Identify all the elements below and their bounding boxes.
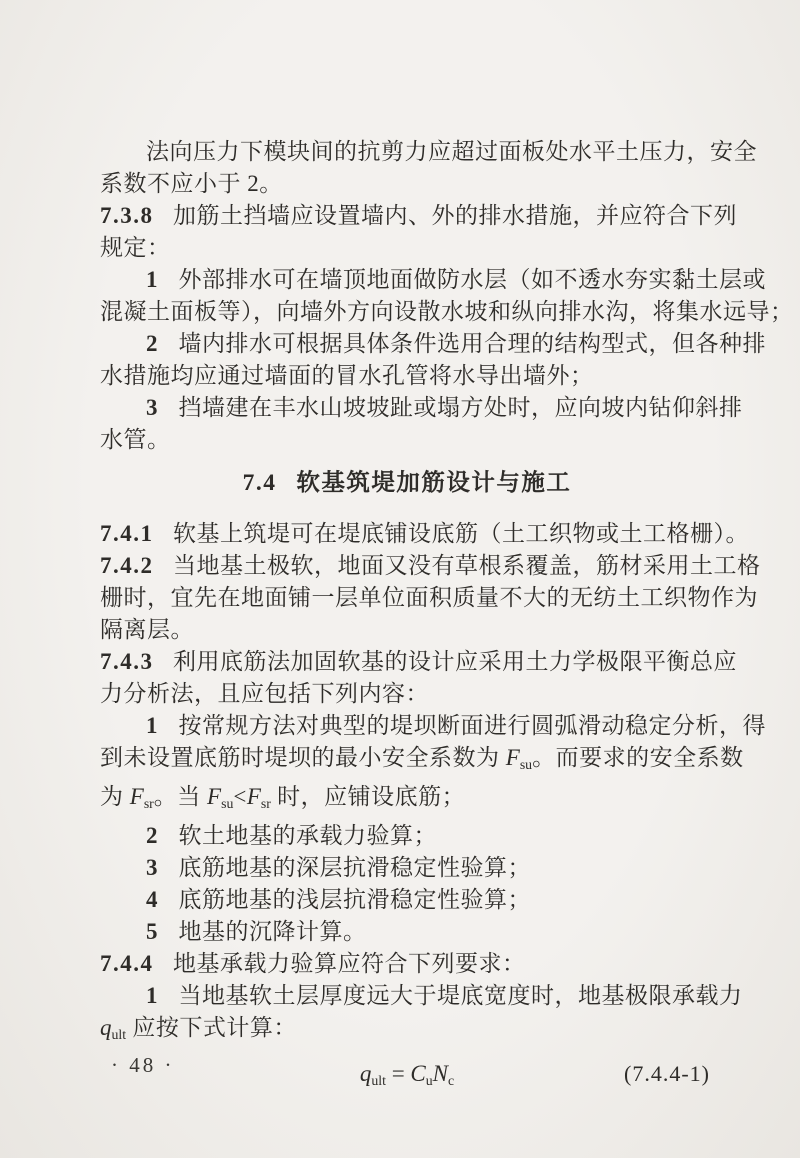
math-subscript: su xyxy=(221,796,234,812)
text-run: 法向压力下模块间的抗剪力应超过面板处水平土压力，安全 xyxy=(146,139,757,164)
text-run: 隔离层。 xyxy=(100,617,194,642)
text-run: 应按下式计算： xyxy=(126,1015,297,1041)
section-heading xyxy=(100,467,714,499)
text-line xyxy=(100,296,794,328)
text-run: 加筋土挡墙应设置墙内、外的排水措施，并应符合下列 xyxy=(173,203,738,228)
text-line xyxy=(100,136,757,168)
text-run: 底筋地基的浅层抗滑稳定性验算； xyxy=(178,887,532,913)
text-run: < xyxy=(233,784,247,810)
text-run: = xyxy=(385,1061,411,1087)
clause-number: 1 xyxy=(146,713,159,738)
text-line xyxy=(100,264,767,296)
text-line xyxy=(100,948,714,980)
math-variable: q xyxy=(359,1061,372,1087)
page-content xyxy=(100,136,794,1098)
text-run: 到未设置底筋时堤坝的最小安全系数为 xyxy=(100,745,506,770)
math-variable: q xyxy=(100,1015,112,1041)
text-run: 。而要求的安全系数 xyxy=(532,745,744,770)
text-run: 挡墙建在丰水山坡坡趾或塌方处时，应向坡内钻仰斜排 xyxy=(178,395,743,420)
clause-number: 7.4.2 xyxy=(100,553,154,578)
math-variable: F xyxy=(246,784,261,810)
text-line xyxy=(100,392,743,424)
math-subscript: sr xyxy=(260,796,271,812)
text-run: 混凝土面板等），向墙外方向设散水坡和纵向排水沟，将集水远导； xyxy=(100,299,794,324)
clause-number: 1 xyxy=(146,983,159,1009)
text-run: 力分析法，且应包括下列内容： xyxy=(100,681,429,706)
clause-number: 2 xyxy=(146,823,159,849)
clause-number: 4 xyxy=(146,887,159,913)
math-variable: F xyxy=(129,784,144,810)
clause-number: 7.4 xyxy=(242,470,277,496)
text-run: 系数不应小于 2。 xyxy=(100,171,283,196)
text-line xyxy=(100,200,738,232)
text-run: 为 xyxy=(100,784,130,810)
text-line xyxy=(100,710,767,742)
clause-number: 7.4.1 xyxy=(100,521,154,546)
clause-number: 软基筑堤加筋设计与施工 xyxy=(296,470,572,496)
text-line xyxy=(100,916,714,948)
clause-number: 2 xyxy=(146,331,159,356)
math-variable: N xyxy=(432,1061,449,1087)
math-subscript: c xyxy=(448,1073,455,1089)
text-line xyxy=(100,678,714,710)
text-line xyxy=(100,884,714,916)
clause-number: 7.4.4 xyxy=(100,951,154,977)
text-line xyxy=(100,232,714,264)
text-run: 外部排水可在墙顶地面做防水层（如不透水夯实黏土层或 xyxy=(178,267,767,292)
text-run: 利用底筋法加固软基的设计应采用土力学极限平衡总应 xyxy=(173,649,738,674)
text-line xyxy=(100,550,761,582)
math-variable: C xyxy=(410,1061,426,1087)
page-number: · 48 · xyxy=(111,1053,175,1077)
text-line xyxy=(100,614,714,646)
text-line xyxy=(100,820,714,852)
math-subscript: sr xyxy=(143,796,154,812)
text-run: 水措施均应通过墙面的冒水孔管将水导出墙外； xyxy=(100,363,594,388)
clause-number: 7.3.8 xyxy=(100,203,154,228)
math-subscript: su xyxy=(519,757,533,773)
text-run: 地基的沉降计算。 xyxy=(178,919,367,945)
text-line xyxy=(100,742,744,781)
clause-number: 7.4.3 xyxy=(100,649,154,674)
text-line xyxy=(100,360,714,392)
text-line xyxy=(100,980,743,1012)
math-subscript: ult xyxy=(371,1073,386,1089)
text-run: 软基上筑堤可在堤底铺设底筋（土工织物或土工格栅）。 xyxy=(173,521,750,546)
text-line xyxy=(100,1012,714,1051)
text-run: 水管。 xyxy=(100,427,171,452)
text-run: 。当 xyxy=(153,784,208,810)
text-run: 按常规方法对典型的堤坝断面进行圆弧滑动稳定分析，得 xyxy=(178,713,767,738)
equation xyxy=(100,1058,714,1097)
text-line xyxy=(100,852,714,884)
text-run: 当地基土极软，地面又没有草根系覆盖，筋材采用土工格 xyxy=(173,553,761,578)
text-line xyxy=(100,424,714,456)
text-run: 时，应铺设底筋； xyxy=(270,784,466,810)
text-line xyxy=(100,328,767,360)
math-subscript: u xyxy=(425,1073,433,1089)
text-run: 墙内排水可根据具体条件选用合理的结构型式，但各种排 xyxy=(178,331,767,356)
text-run: 地基承载力验算应符合下列要求： xyxy=(173,951,526,977)
text-run: 栅时，宜先在地面铺一层单位面积质量不大的无纺土工织物作为 xyxy=(100,585,758,610)
clause-number: 5 xyxy=(146,919,159,945)
math-variable: F xyxy=(207,784,222,810)
math-variable: F xyxy=(505,745,520,770)
text-line xyxy=(100,582,758,614)
clause-number: 3 xyxy=(146,395,159,420)
text-line xyxy=(100,518,750,550)
text-line xyxy=(100,168,714,200)
text-line xyxy=(100,646,738,678)
equation-number: (7.4.4-1) xyxy=(624,1061,710,1087)
text-run: 规定： xyxy=(100,235,171,260)
math-subscript: ult xyxy=(111,1027,127,1043)
text-run: 当地基软土层厚度远大于堤底宽度时，地基极限承载力 xyxy=(178,983,743,1009)
clause-number: 1 xyxy=(146,267,159,292)
text-line xyxy=(100,781,714,820)
text-run: 底筋地基的深层抗滑稳定性验算； xyxy=(178,855,532,881)
clause-number: 3 xyxy=(146,855,159,881)
text-run: 软土地基的承载力验算； xyxy=(178,823,438,849)
